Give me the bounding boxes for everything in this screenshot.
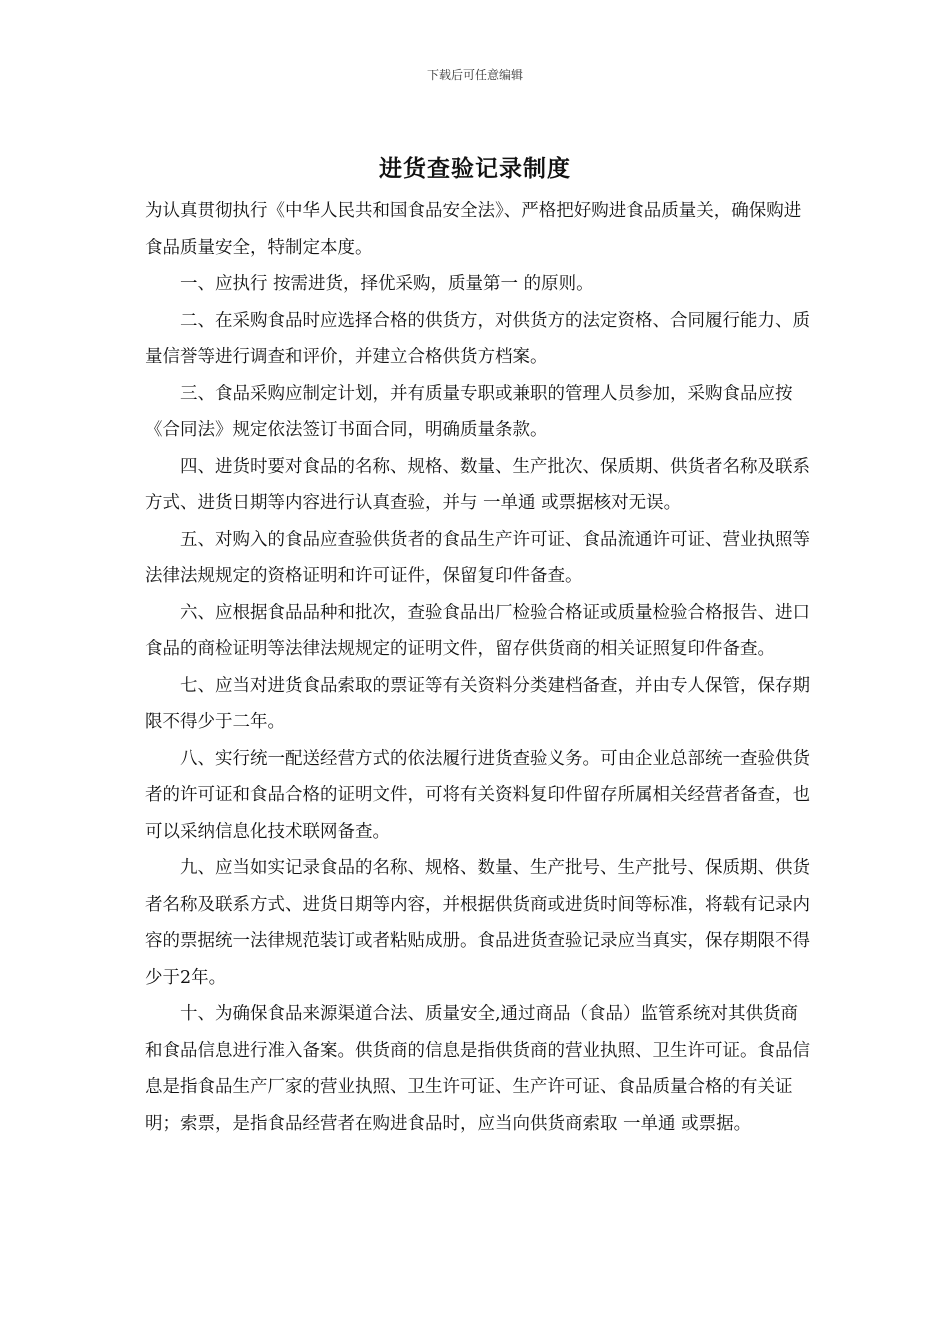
paragraph-intro: 为认真贯彻执行《中华人民共和国食品安全法》、严格把好购进食品质量关，确保购进食品质量安全，特制定本度。 [145, 201, 802, 258]
document-body [145, 193, 810, 1142]
document-title: 进货查验记录制度 [379, 155, 571, 182]
paragraph-item-5: 五、对购入的食品应查验供货者的食品生产许可证、食品流通许可证、营业执照等法律法规规定的资格证明和许可证件，保留复印件备查。 [145, 529, 810, 586]
paragraph-item-10: 十、为确保食品来源渠道合法、质量安全,通过商品（食品）监管系统对其供货商和食品信息进行准入备案。供货商的信息是指供货商的营业执照、卫生许可证。食品信息是指食品生产厂家的营业执照、卫生许可证、生产许可证、食品质量合格的有关证明；索票，是指食品经营者在购进食品时，应当向供货商索取 一单通 或票据。 [145, 1004, 810, 1134]
paragraph-item-2: 二、在采购食品时应选择合格的供货方，对供货方的法定资格、合同履行能力、质量信誉等进行调查和评价，并建立合格供货方档案。 [145, 310, 810, 367]
paragraph-item-1: 一、应执行 按需进货，择优采购，质量第一 的原则。 [180, 274, 594, 294]
paragraph-item-6: 六、应根据食品品种和批次，查验食品出厂检验合格证或质量检验合格报告、进口食品的商检证明等法律法规规定的证明文件，留存供货商的相关证照复印件备查。 [145, 602, 810, 659]
paragraph-item-8: 八、实行统一配送经营方式的依法履行进货查验义务。可由企业总部统一查验供货者的许可证和食品合格的证明文件，可将有关资料复印件留存所属相关经营者备查，也可以采纳信息化技术联网备查。 [145, 748, 810, 842]
paragraph-item-9: 九、应当如实记录食品的名称、规格、数量、生产批号、生产批号、保质期、供货者名称及联系方式、进货日期等内容，并根据供货商或进货时间等标准，将载有记录内容的票据统一法律规范装订或者粘贴成册。食品进货查验记录应当真实，保存期限不得少于2年。 [145, 858, 810, 988]
paragraph-item-7: 七、应当对进货食品索取的票证等有关资料分类建档备查，并由专人保管，保存期限不得少于二年。 [145, 675, 810, 732]
paragraph-item-3: 三、食品采购应制定计划，并有质量专职或兼职的管理人员参加，采购食品应按《合同法》规定依法签订书面合同，明确质量条款。 [145, 383, 793, 440]
header-note: 下载后可任意编辑 [426, 68, 523, 82]
paragraph-item-4: 四、进货时要对食品的名称、规格、数量、生产批次、保质期、供货者名称及联系方式、进货日期等内容进行认真查验，并与 一单通 或票据核对无误。 [145, 456, 810, 513]
